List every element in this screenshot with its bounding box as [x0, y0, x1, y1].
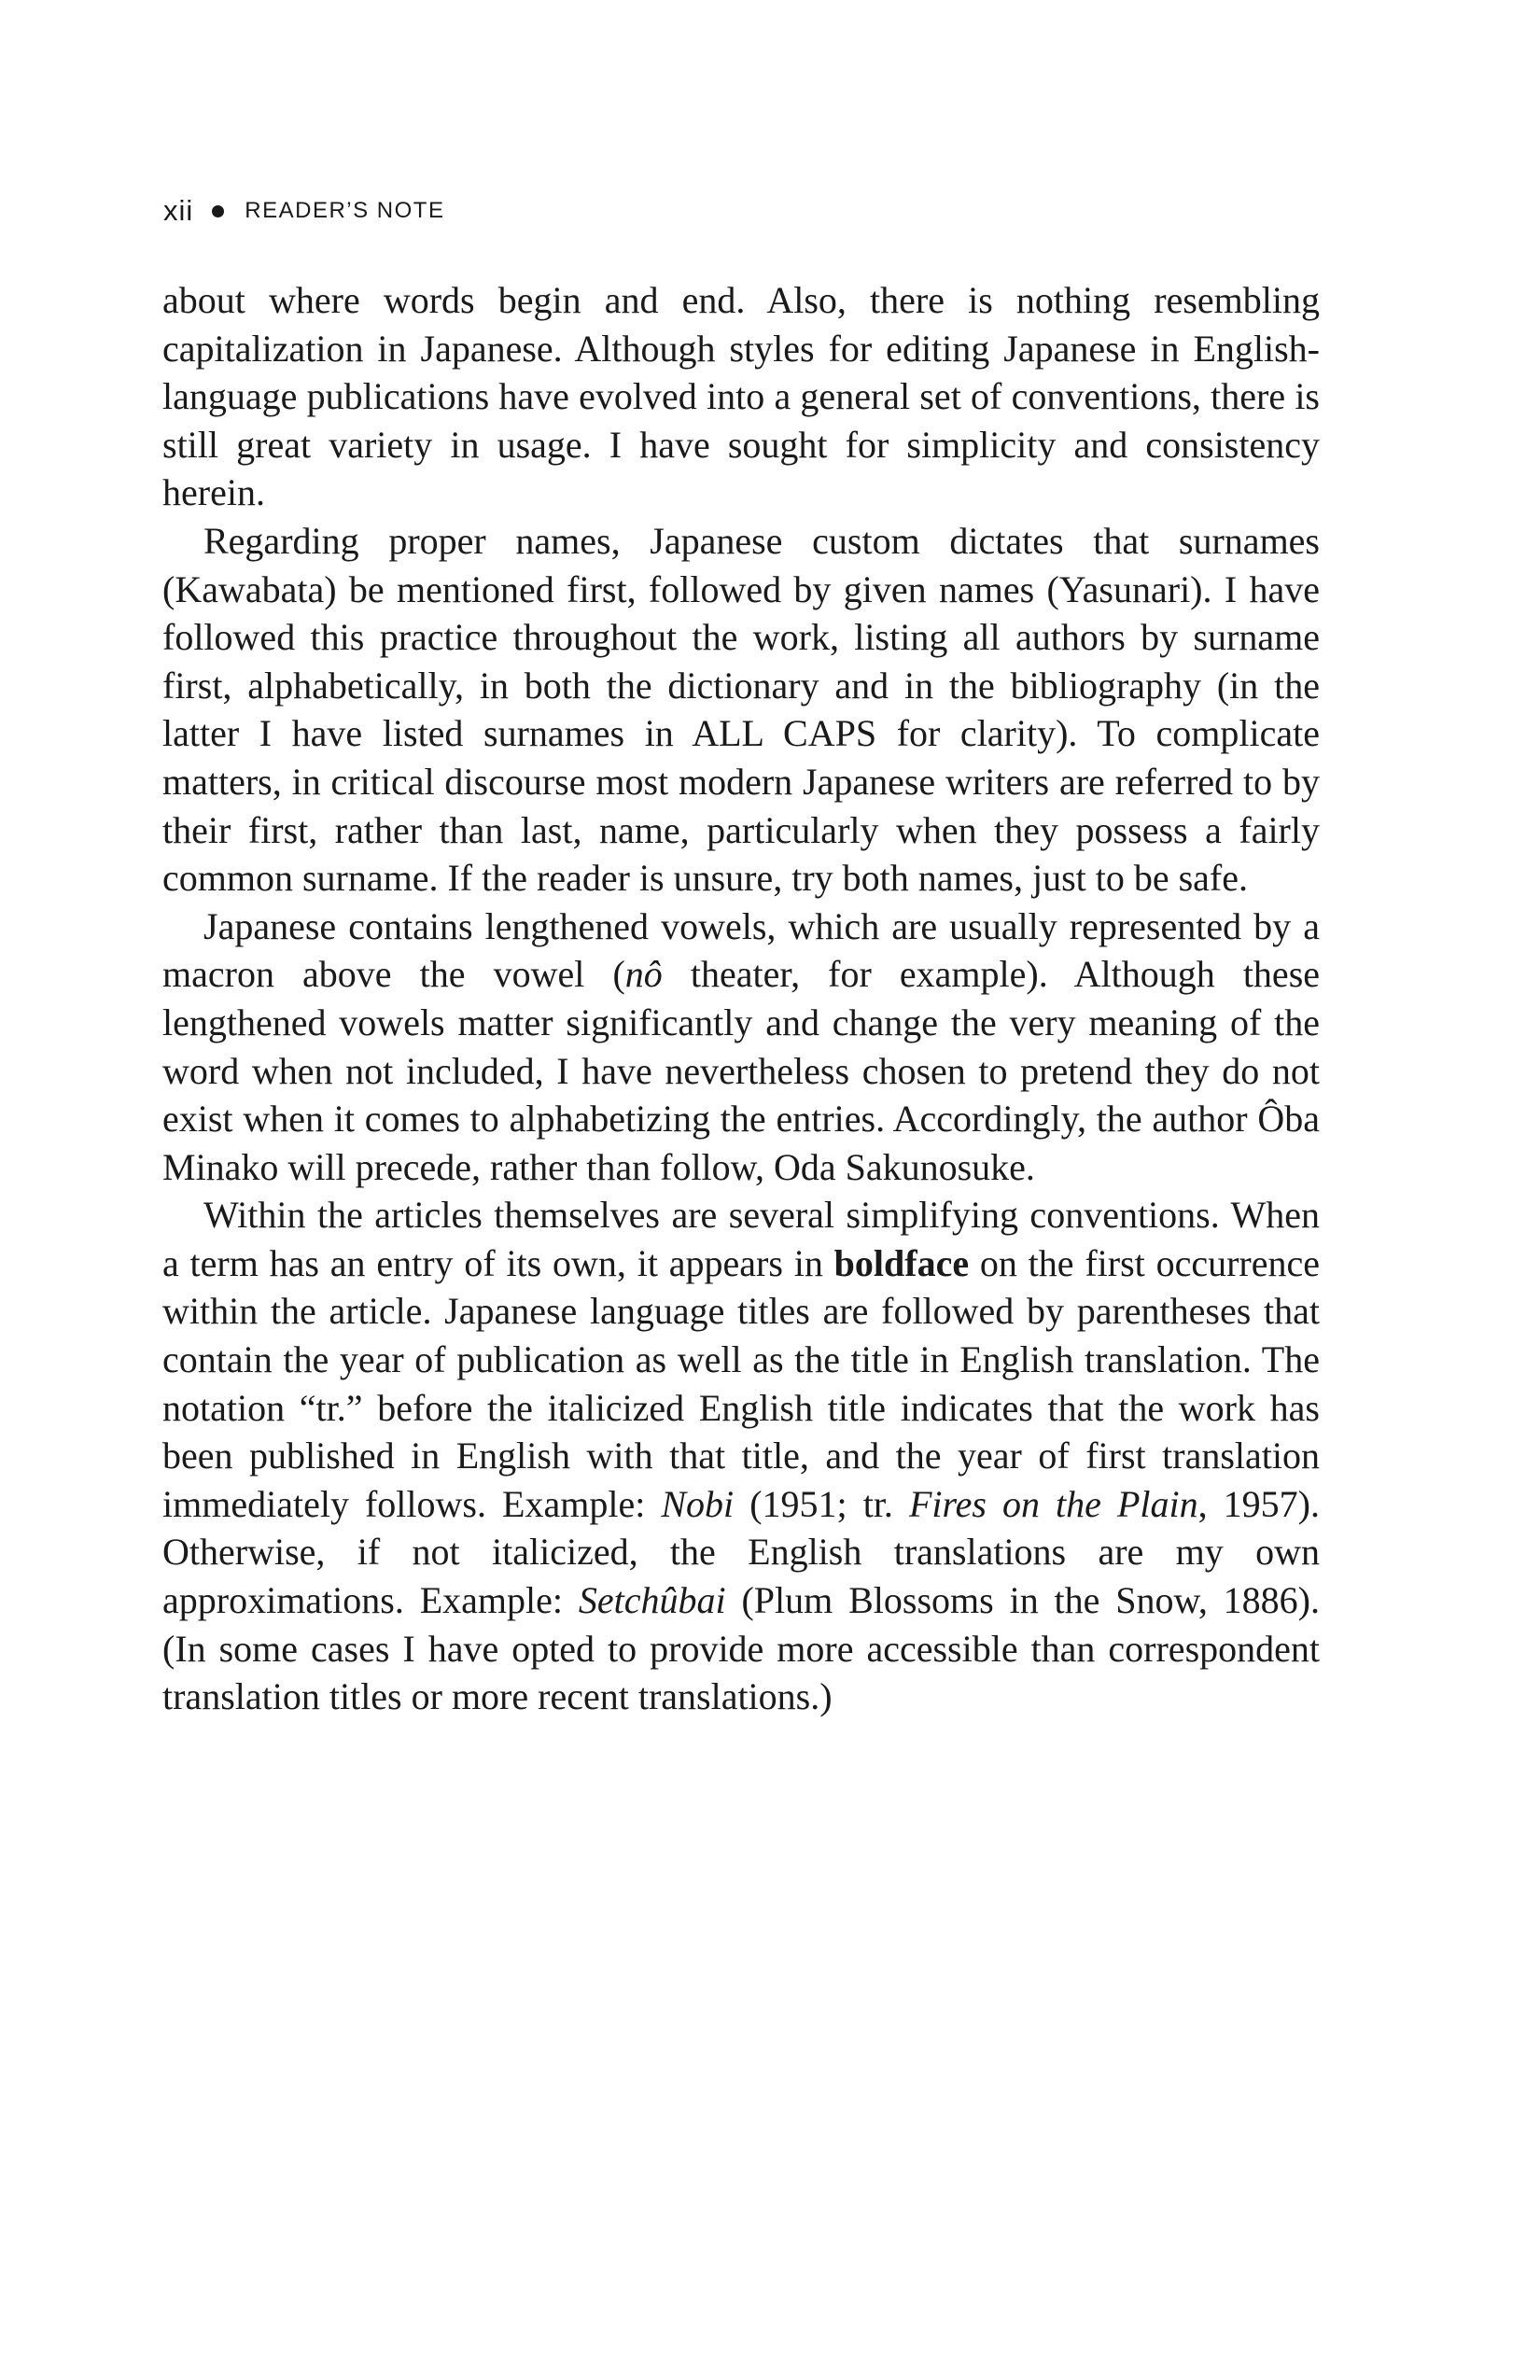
italic-title: Nobi — [661, 1482, 735, 1525]
paragraph-2 — [162, 517, 1320, 903]
paragraph-text: about where words begin and end. Also, there is nothing resembling capitalization in Japanese. Although styles for editing Japanese in English-language publications have evolved into a general set of conventions, there is still great variety in usage. I have sought for simplicity and consistency herein. — [162, 279, 1320, 514]
bullet-separator-icon — [212, 205, 224, 217]
section-title: READER’S NOTE — [245, 198, 445, 223]
paragraph-3 — [162, 903, 1320, 1192]
paragraph-1 — [162, 276, 1320, 517]
bold-term: boldface — [833, 1241, 970, 1284]
paragraph-text: , 1957). Otherwise, if not italicized, the English translations are my own approximations. Example: — [162, 1482, 1320, 1622]
paragraph-text: Japanese contains lengthened vowels, which are usually represented by a macron above the vowel ( — [162, 904, 1320, 996]
italic-term: nô — [624, 953, 663, 996]
paragraph-text: theater, for example). Although these lengthened vowels matter significantly and change the very meaning of the word when not included, I have nevertheless chosen to pretend they do not exist when it comes to alphabetizing the entries. Accordingly, the author Ôba Minako will precede, rather than follow, Oda Sakunosuke. — [162, 953, 1321, 1188]
paragraph-text: Within the articles themselves are several simplifying conventions. When a term has an entry of its own, it appears in — [162, 1194, 1320, 1284]
paragraph-text: Regarding proper names, Japanese custom dictates that surnames (Kawabata) be mentioned first, followed by given names (Yasunari). I have followed this practice throughout the work, listing all authors by surname first, alphabetically, in both the dictionary and in the bibliography (in the latter I have listed surnames in ALL CAPS for clarity). To complicate matters, in critical discourse most modern Japanese writers are referred to by their first, rather than last, name, particularly when they possess a fairly common surname. If the reader is unsure, try both names, just to be safe. — [162, 519, 1320, 900]
paragraph-4 — [162, 1191, 1320, 1721]
body-text — [162, 276, 1320, 1721]
page-number: xii — [163, 194, 194, 227]
paragraph-text: on the first occurrence within the article. Japanese language titles are followed by parentheses that contain the year of publication as well as the title in English translation. The notation “tr.” before the italicized English title indicates that the work has been published in English with that title, and the year of first translation immediately follows. Example: — [162, 1241, 1320, 1525]
running-head — [163, 194, 444, 228]
paragraph-text: (1951; tr. — [734, 1482, 909, 1525]
italic-title: Setchûbai — [578, 1579, 726, 1622]
paragraph-text: (Plum Blossoms in the Snow, 1886). (In some cases I have opted to provide more accessible than correspondent translation titles or more recent translations.) — [162, 1579, 1320, 1718]
italic-title: Fires on the Plain — [908, 1482, 1198, 1525]
